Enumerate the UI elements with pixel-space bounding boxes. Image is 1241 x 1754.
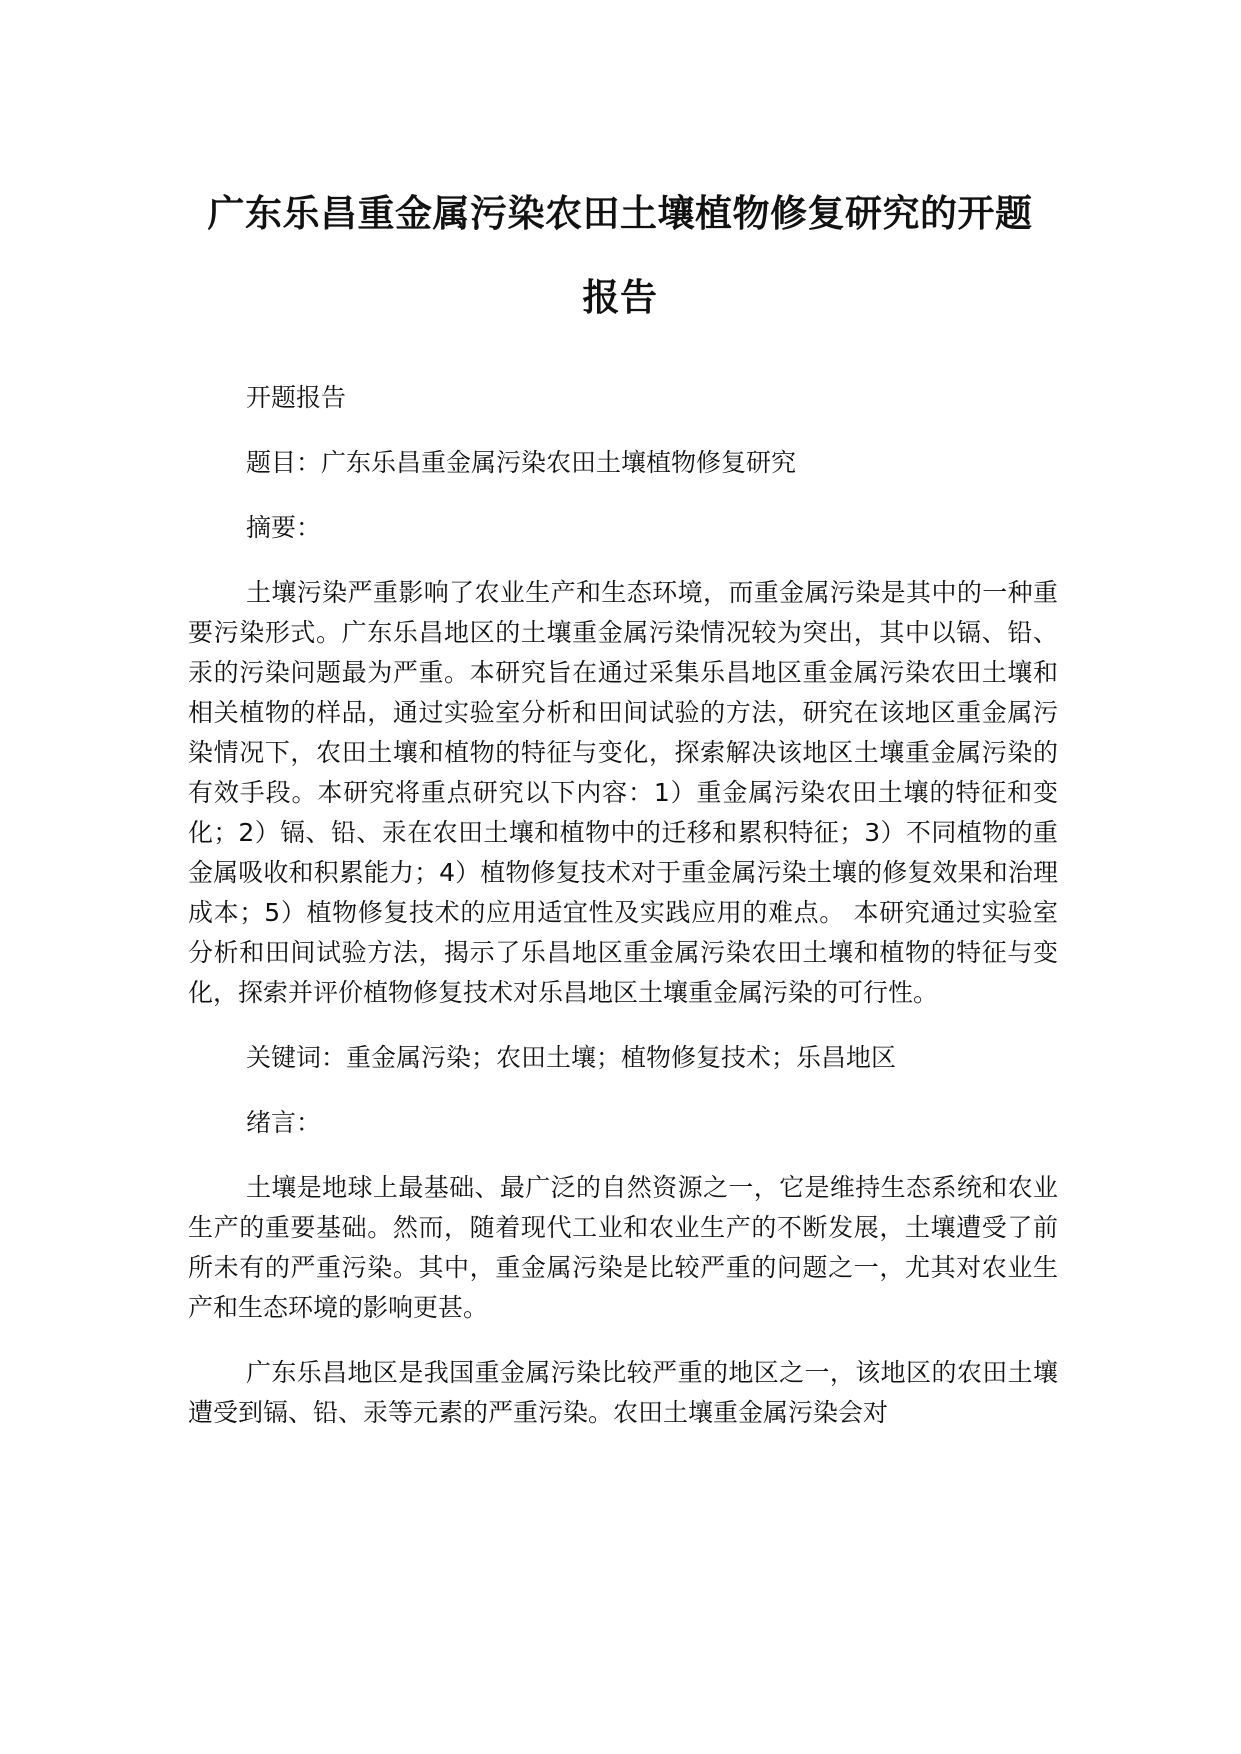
abstract-heading: 摘要： xyxy=(246,513,322,542)
section-label-report: 开题报告 xyxy=(246,383,347,412)
topic-line: 题目：广东乐昌重金属污染农田土壤植物修复研究 xyxy=(246,448,797,477)
introduction-heading: 绪言： xyxy=(246,1108,322,1137)
introduction-paragraph-1: 土壤是地球上最基础、最广泛的自然资源之一，它是维持生态系统和农业生产的重要基础。然而，随着现代工业和农业生产的不断发展，土壤遭受了前所未有的严重污染。其中，重金属污染是比较严重的问题之一，尤其对农业生产和生态环境的影响更甚。 xyxy=(188,1173,1058,1322)
document-body xyxy=(188,378,1058,1458)
document-title: 广东乐昌重金属污染农田土壤植物修复研究的开题报告 xyxy=(207,192,1033,319)
introduction-paragraph-2: 广东乐昌地区是我国重金属污染比较严重的地区之一，该地区的农田土壤遭受到镉、铅、汞等元素的严重污染。农田土壤重金属污染会对 xyxy=(188,1358,1058,1427)
abstract-paragraph: 土壤污染严重影响了农业生产和生态环境，而重金属污染是其中的一种重要污染形式。广东乐昌地区的土壤重金属污染情况较为突出，其中以镉、铅、汞的污染问题最为严重。本研究旨在通过采集乐昌地区重金属污染农田土壤和相关植物的样品，通过实验室分析和田间试验的方法，研究在该地区重金属污染情况下，农田土壤和植物的特征与变化，探索解决该地区土壤重金属污染的有效手段。本研究将重点研究以下内容：1）重金属污染农田土壤的特征和变化；2）镉、铅、汞在农田土壤和植物中的迁移和累积特征；3）不同植物的重金属吸收和积累能力；4）植物修复技术对于重金属污染土壤的修复效果和治理成本；5）植物修复技术的应用适宜性及实践应用的难点。 本研究通过实验室分析和田间试验方法，揭示了乐昌地区重金属污染农田土壤和植物的特征与变化，探索并评价植物修复技术对乐昌地区土壤重金属污染的可行性。 xyxy=(188,578,1058,1007)
keywords-line: 关键词：重金属污染；农田土壤；植物修复技术；乐昌地区 xyxy=(246,1043,897,1072)
